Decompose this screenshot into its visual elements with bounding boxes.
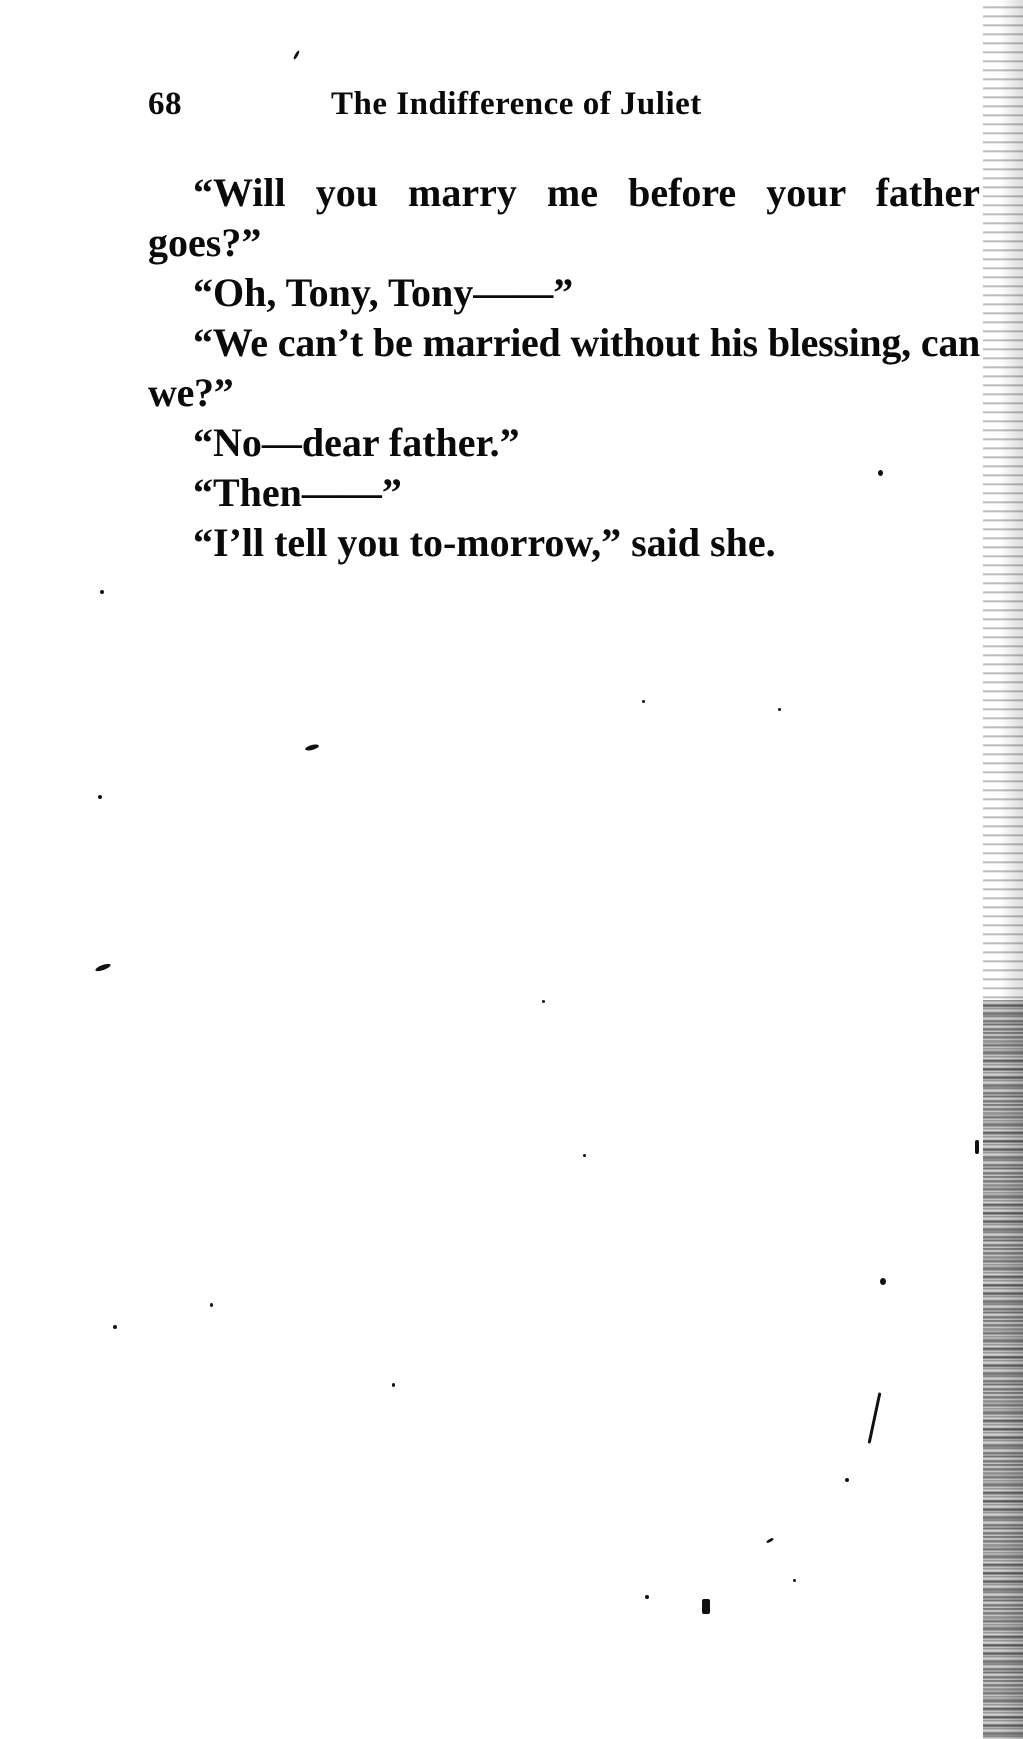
paragraph: “Oh, Tony, Tony——” [193, 270, 574, 315]
scan-speck [793, 1579, 796, 1582]
scan-speck [98, 795, 102, 799]
scan-speck [645, 1595, 649, 1599]
scan-speck [868, 1392, 882, 1443]
paragraph: “Will you marry me before your father goes?” [148, 170, 980, 265]
paragraph: “No—dear father.” [193, 420, 520, 465]
scan-speck [95, 962, 112, 972]
paragraph: “We can’t be married without his blessing, can we?” [148, 320, 980, 415]
scan-speck [878, 470, 883, 476]
scan-speck [642, 700, 645, 703]
binding-edge-shadow [983, 1000, 1023, 1739]
paragraph: “I’ll tell you to-morrow,” said she. [193, 520, 776, 565]
scan-speck [975, 1140, 979, 1154]
paragraph: “Then——” [193, 470, 402, 515]
scan-speck [210, 1303, 213, 1307]
scan-speck [766, 1537, 774, 1544]
scan-speck [880, 1278, 886, 1285]
page-number: 68 [148, 86, 182, 122]
scan-speck [778, 708, 781, 711]
body-text [148, 168, 980, 568]
scan-speck [392, 1383, 395, 1387]
scan-speck [100, 590, 104, 594]
scan-speck [293, 50, 301, 60]
scan-speck [702, 1599, 710, 1614]
scan-speck [845, 1478, 849, 1482]
scan-speck [305, 743, 320, 751]
scan-speck [113, 1325, 117, 1329]
page-header [148, 86, 808, 136]
scan-speck [583, 1154, 586, 1157]
scan-speck [542, 1000, 545, 1003]
running-title: The Indifference of Juliet [331, 86, 702, 122]
